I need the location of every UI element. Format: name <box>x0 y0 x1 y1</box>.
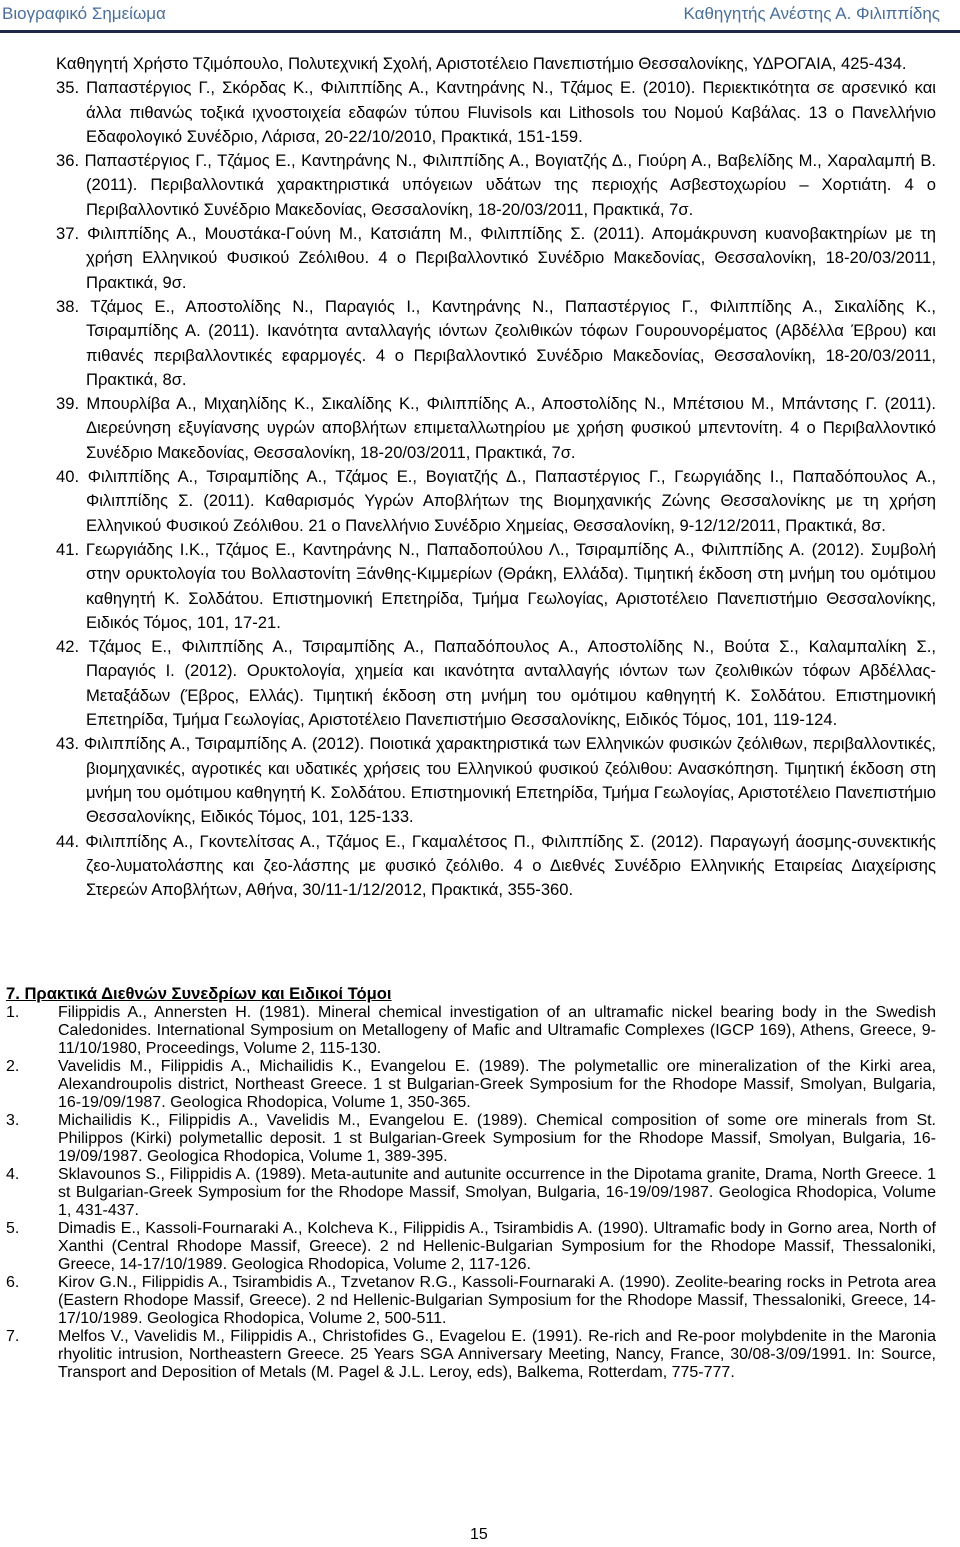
list-item-text: Vavelidis M., Filippidis A., Michailidis K., Evangelou E. (1989). The polymetallic ore mineralization of the Kirki area, Alexandroupolis district, Northeast Greece. 1 st Bulgarian-Greek Symposium for the Rhodope Massif, Smolyan, Bulgaria, 16-19/09/1987. Geologica Rhodopica, Volume 1, 350-365. <box>58 1058 936 1111</box>
list-item: Καθηγητή Χρήστο Τζιμόπουλο, Πολυτεχνική Σχολή, Αριστοτέλειο Πανεπιστήμιο Θεσσαλονίκης, ΥΔΡΟΓΑΙΑ, 425-434. <box>56 54 907 73</box>
list-item: 38. Τζάμος Ε., Αποστολίδης Ν., Παραγιός Ι., Καντηράνης Ν., Παπαστέργιος Γ., Φιλιππίδης Α., Σικαλίδης Κ., Τσιραμπίδης Α. (2011). Ικανότητα ανταλλαγής ιόντων ζεολιθικών τόφων Γουρουνορέματος (Αβδέλλα Έβρου) και πιθανές περιβαλλοντικές εφαρμογές. 4 ο Περιβαλλοντικό Συνέδριο Μακεδονίας, Θεσσαλονίκη, 18-20/03/2011, Πρακτικά, 8σ. <box>56 296 936 389</box>
list-item-number: 4. <box>6 1166 20 1183</box>
header-left-title: Βιογραφικό Σημείωμα <box>2 4 166 23</box>
list-item <box>6 1166 936 1220</box>
list-item-text: Kirov G.N., Filippidis A., Tsirambidis A., Tzvetanov R.G., Kassoli-Fournaraki A. (1990). Zeolite-bearing rocks in Petrota area (Eastern Rhodope Massif, Greece). 2 nd Hellenic-Bulgarian Symposium for the Rhodope Massif, Thessaloniki, Greece, 14-17/10/1989. Geologica Rhodopica, Volume 2, 500-511. <box>58 1274 936 1327</box>
list-item-text: Michailidis K., Filippidis A., Vavelidis M., Evangelou E. (1989). Chemical composition of some ore minerals from St. Philippos (Kirki) polymetallic deposit. 1 st Bulgarian-Greek Symposium for the Rhodope Massif, Smolyan, Bulgaria, 16-19/09/1987. Geologica Rhodopica, Volume 1, 389-395. <box>58 1112 936 1165</box>
page-number: 15 <box>470 1526 488 1543</box>
list-item: 35. Παπαστέργιος Γ., Σκόρδας Κ., Φιλιππίδης Α., Καντηράνης Ν., Τζάμος Ε. (2010). Περιεκτικότητα σε αρσενικό και άλλα πιθανώς τοξικά ιχνοστοιχεία εδαφών τύπου Fluvisols και Lithosols του Νομού Καβάλας. 13 ο Πανελλήνιο Εδαφολογικό Συνέδριο, Λάρισα, 20-22/10/2010, Πρακτικά, 151-159. <box>56 78 936 146</box>
list-item: 41. Γεωργιάδης Ι.Κ., Τζάμος Ε., Καντηράνης Ν., Παπαδοπούλου Λ., Τσιραμπίδης Α., Φιλιππίδης Α. (2012). Συμβολή στην ορυκτολογία του Βολλαστονίτη Ξάνθης-Κιμμερίων (Θράκη, Ελλάδα). Τιμητική έκδοση στη μνήμη του ομότιμου καθηγητή Κ. Σολδάτου. Επιστημονική Επετηρίδα, Τμήμα Γεωλογίας, Αριστοτέλειο Πανεπιστήμιο Θεσσαλονίκης, Ειδικός Τόμος, 101, 17-21. <box>56 539 936 632</box>
list-item-text: Melfos V., Vavelidis M., Filippidis A., Christofides G., Evagelou E. (1991). Re-rich and Re-poor molybdenite in the Maronia rhyolitic intrusion, Northeastern Greece. 25 Years SGA Anniversary Meeting, Nancy, France, 30/08-3/09/1991. In: Source, Transport and Deposition of Metals (M. Pagel & J.L. Leroy, eds), Balkema, Rotterdam, 775-777. <box>58 1328 936 1381</box>
list-item-number: 6. <box>6 1274 20 1291</box>
international-proceedings-list <box>6 1004 936 1382</box>
list-item: 37. Φιλιππίδης Α., Μουστάκα-Γούνη Μ., Κατσιάπη Μ., Φιλιππίδης Σ. (2011). Απομάκρυνση κυανοβακτηρίων με τη χρήση Ελληνικού Φυσικού Ζεόλιθου. 4 ο Περιβαλλοντικό Συνέδριο Μακεδονίας, Θεσσαλονίκη, 18-20/03/2011, Πρακτικά, 9σ. <box>56 224 936 292</box>
list-item <box>6 1058 936 1112</box>
header-right-title: Καθηγητής Ανέστης Α. Φιλιππίδης <box>683 4 940 23</box>
section-title: 7. Πρακτικά Διεθνών Συνεδρίων και Ειδικοί Τόμοι <box>6 984 392 1003</box>
list-item-text: Dimadis E., Kassoli-Fournaraki A., Kolcheva K., Filippidis A., Tsirambidis A. (1990). Ultramafic body in Gorno area, North of Xanthi (Central Rhodope Massif, Greece). 2 nd Hellenic-Bulgarian Symposium for the Rhodope Massif, Thessaloniki, Greece, 14-17/10/1989. Geologica Rhodopica, Volume 2, 117-126. <box>58 1220 936 1273</box>
list-item <box>6 1112 936 1166</box>
list-item-text: Sklavounos S., Filippidis A. (1989). Meta-autunite and autunite occurrence in the Dipotama granite, Drama, North Greece. 1 st Bulgarian-Greek Symposium for the Rhodope Massif, Smolyan, Bulgaria, 16-19/09/1987. Geologica Rhodopica, Volume 1, 431-437. <box>58 1166 936 1219</box>
list-item-number: 3. <box>6 1112 20 1129</box>
list-item <box>6 1220 936 1274</box>
list-item: 40. Φιλιππίδης Α., Τσιραμπίδης Α., Τζάμος Ε., Βογιατζής Δ., Παπαστέργιος Γ., Γεωργιάδης Ι., Παπαδόπουλος Α., Φιλιππίδης Σ. (2011). Καθαρισμός Υγρών Αποβλήτων της Βιομηχανικής Ζώνης Θεσσαλονίκης με τη χρήση Ελληνικού Φυσικού Ζεόλιθου. 21 ο Πανελλήνιο Συνέδριο Χημείας, Θεσσαλονίκη, 9-12/12/2011, Πρακτικά, 8σ. <box>56 467 936 535</box>
list-item-number: 2. <box>6 1058 20 1075</box>
list-item: 39. Μπουρλίβα Α., Μιχαηλίδης Κ., Σικαλίδης Κ., Φιλιππίδης Α., Αποστολίδης Ν., Μπέτσιου Μ., Μπάντσης Γ. (2011). Διερεύνηση εξυγίανσης υγρών αποβλήτων επιμεταλλωτηρίου με χρήση φυσικού μπεντονίτη. 4 ο Περιβαλλοντικό Συνέδριο Μακεδονίας, Θεσσαλονίκη, 18-20/03/2011, Πρακτικά, 7σ. <box>56 394 936 462</box>
list-item <box>6 1274 936 1328</box>
list-item-text: Filippidis A., Annersten H. (1981). Mineral chemical investigation of an ultramafic nickel bearing body in the Swedish Caledonides. International Symposium on Metallogeny of Mafic and Ultramafic Complexes (IGCP 169), Athens, Greece, 9-11/10/1980, Proceedings, Volume 2, 115-130. <box>58 1004 936 1057</box>
list-item <box>6 1004 936 1058</box>
list-item-number: 1. <box>6 1004 20 1021</box>
list-item: 36. Παπαστέργιος Γ., Τζάμος Ε., Καντηράνης Ν., Φιλιππίδης Α., Βογιατζής Δ., Γιούρη Α., Βαβελίδης Μ., Χαραλαμπή Β. (2011). Περιβαλλοντικά χαρακτηριστικά υπόγειων υδάτων της περιοχής Ασβεστοχωρίου – Χορτιάτη. 4 ο Περιβαλλοντικό Συνέδριο Μακεδονίας, Θεσσαλονίκη, 18-20/03/2011, Πρακτικά, 7σ. <box>56 151 936 219</box>
list-item-number: 7. <box>6 1328 20 1345</box>
list-item-number: 5. <box>6 1220 20 1237</box>
list-item: 42. Τζάμος Ε., Φιλιππίδης Α., Τσιραμπίδης Α., Παπαδόπουλος Α., Αποστολίδης Ν., Βούτα Σ., Καλαμπαλίκη Σ., Παραγιός Ι. (2012). Ορυκτολογία, χημεία και ικανότητα ανταλλαγής ιόντων των ζεολιθικών τόφων Αβδέλλας-Μεταξάδων (Έβρος, Ελλάς). Τιμητική έκδοση στη μνήμη του ομότιμου καθηγητή Κ. Σολδάτου. Επιστημονική Επετηρίδα, Τμήμα Γεωλογίας, Αριστοτέλειο Πανεπιστήμιο Θεσσαλονίκης, Ειδικός Τόμος, 101, 119-124. <box>56 637 936 730</box>
greek-publications-list <box>56 52 936 902</box>
list-item: 43. Φιλιππίδης Α., Τσιραμπίδης Α. (2012). Ποιοτικά χαρακτηριστικά των Ελληνικών φυσικών ζεόλιθων, περιβαλλοντικές, βιομηχανικές, αγροτικές και υδατικές χρήσεις του Ελληνικού φυσικού ζεόλιθου: Ανασκόπηση. Τιμητική έκδοση στη μνήμη του ομότιμου καθηγητή Κ. Σολδάτου. Επιστημονική Επετηρίδα, Τμήμα Γεωλογίας, Αριστοτέλειο Πανεπιστήμιο Θεσσαλονίκης, Ειδικός Τόμος, 101, 125-133. <box>56 734 936 827</box>
list-item <box>6 1328 936 1382</box>
page-header <box>0 0 960 34</box>
header-rule <box>0 30 960 33</box>
list-item: 44. Φιλιππίδης Α., Γκοντελίτσας Α., Τζάμος Ε., Γκαμαλέτσος Π., Φιλιππίδης Σ. (2012). Παραγωγή άοσμης-συνεκτικής ζεο-λυματολάσπης και ζεο-λάσπης με φυσικό ζεόλιθο. 4 ο Διεθνές Συνέδριο Ελληνικής Εταιρείας Διαχείρισης Στερεών Αποβλήτων, Αθήνα, 30/11-1/12/2012, Πρακτικά, 355-360. <box>56 831 936 900</box>
